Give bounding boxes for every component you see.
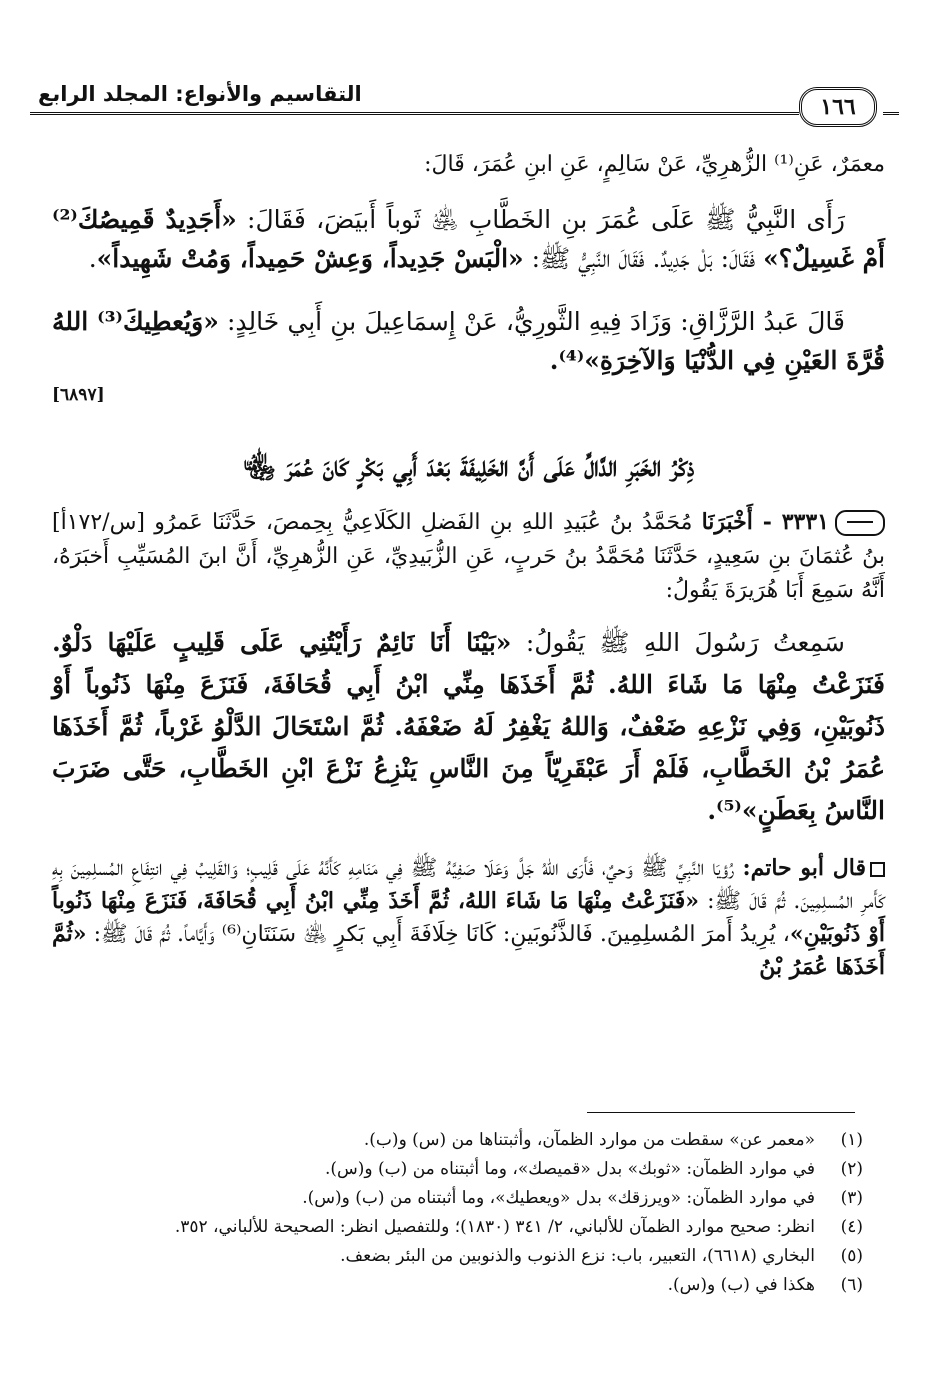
hadith-matn-quote: «بَيْنَا أَنَا نَائِمٌ رَأَيْتُنِي عَلَى قَلِيبٍ عَلَيْهَا دَلْوٌ. فَنَزَعْتُ مِنْهَا مَا شَاءَ اللهُ. ثُمَّ أَخَذَهَا مِنِّي ابْنُ أَبِي قُحَافَةَ، فَنَزَعَ مِنْهَا ذَنُوباً أَوْ ذَنُوبَيْنِ، وَفِي نَزْعِهِ ضَعْفٌ، وَاللهُ يَغْفِرُ لَهُ ضَعْفَهُ. ثُمَّ اسْتَحَالَ الدَّلْوُ غَرْباً، ثُمَّ أَخَذَهَا عُمَرُ بْنُ الخَطَّابِ، فَلَمْ أَرَ عَبْقَرِيّاً مِنَ النَّاسِ يَنْزِعُ نَزْعَ ابْنِ الخَطَّابِ، حَتَّى ضَرَبَ النَّاسُ بِعَطَنٍ»⁽⁵⁾. [52, 628, 885, 825]
paragraph-1 [52, 200, 885, 278]
footnote [60, 1271, 863, 1300]
footnote-number: (٣) [840, 1188, 863, 1208]
footnote [60, 1126, 863, 1155]
footnote [60, 1213, 863, 1242]
running-title: التقاسيم والأنواع: المجلد الرابع [38, 82, 362, 106]
note-quote-2: «ثُمَّ أَخَذَهَا عُمَرُ بْنُ [52, 921, 885, 980]
page-header [30, 62, 899, 122]
hadith-matn [52, 622, 885, 832]
note-text-2: ، يُرِيدُ أَمرَ المُسلِمِينَ. فَالذَّنُوبَينِ: كَانَا خِلَافَةَ أَبِي بَكرٍ ﵁ سَنَتَانِ⁽⁶⁾ وَأَيَّاماً. ثُمَّ قَالَ ﷺ: [86, 922, 790, 947]
footnote [60, 1184, 863, 1213]
footnote-number: (٦) [840, 1275, 863, 1295]
paragraph-1-end: . [88, 244, 97, 273]
paragraph-2-text: قَالَ عَبدُ الرَّزَّاقِ: وَزَادَ فِيهِ الثَّورِيُّ، عَنْ إِسمَاعِيلَ بنِ أَبِي خَالِدٍ: [218, 307, 845, 336]
page-number: ١٦٦ [799, 87, 877, 127]
note-quote-1: «فَنَزَعْتُ مِنْهَا مَا شَاءَ اللهُ، ثُمَّ أَخَذَ مِنِّي ابْنُ أَبِي قُحَافَةَ، فَنَزَعَ مِنْهَا ذَنُوباً أَوْ ذَنُوبَيْنِ» [52, 888, 885, 947]
square-bullet-icon [870, 862, 885, 877]
chain-intro: معمَرٌ، عَنِ⁽¹⁾ الزُّهرِيِّ، عَنْ سَالِمٍ، عَنِ ابنِ عُمَرَ، قَالَ: [424, 152, 885, 177]
abu-hatim-note [52, 852, 885, 984]
reference-number: [٦٨٩٧] [52, 385, 105, 405]
note-text: رُؤيَا النَّبِيِّ ﷺ وَحيٌ، فَأَرَى اللهُ جَلَّ وَعَلَا صَفِيَّهُ ﷺ فِي مَنَامِهِ كَأَنَّهُ عَلَى قَلِيبٍ؛ وَالقَلِيبُ فِي انتِفَاعِ المُسلِمِينَ بِهِ كَأَمرِ المُسلِمِينَ. ثُمَّ قَالَ ﷺ: [52, 856, 885, 914]
hadith-isnad [52, 505, 885, 608]
footnotes [60, 1126, 863, 1300]
paragraph-1-quote-2: «الْبَسْ جَدِيداً، وَعِشْ حَمِيداً، وَمُتْ شَهِيداً» [96, 244, 524, 273]
footnote-text: في موارد الظمآن: «ويرزقك» بدل «ويعطيك»، وما أثبتناه من (ب) و(س). [302, 1188, 815, 1208]
paragraph-1-quote-1: «أَجَدِيدٌ قَمِيصُكَ⁽²⁾ أَمْ غَسِيلٌ؟» [52, 205, 885, 273]
footnote-separator [587, 1112, 855, 1113]
footnote-text: هكذا في (ب) و(س). [667, 1275, 815, 1295]
header-rule [30, 112, 799, 118]
hadith-isnad-text: مُحَمَّدُ بنُ عُبَيدِ اللهِ بنِ الفَضلِ الكَلَاعِيُّ بِحِمصَ، حَدَّثَنَا عَمرُو [س/١٧٢أ] بنُ عُثمَانَ بنِ سَعِيدٍ، حَدَّثَنَا مُحَمَّدُ بنُ حَربٍ، عَنِ الزُّبَيدِيِّ، عَنِ الزُّهرِيِّ، أَنَّ ابنَ المُسَيِّبِ أَخبَرَهُ، أَنَّهُ سَمِعَ أَبَا هُرَيرَةَ يَقُولُ: [52, 510, 885, 603]
section-title: ذِكْرُ الخَبَرِ الدَّالِّ عَلَى أَنَّ الخَلِيفَةَ بَعْدَ أَبِي بَكْرٍ كَانَ عُمَرَ ﵄ [242, 450, 695, 483]
footnote-number: (٤) [840, 1217, 863, 1237]
footnote-text: في موارد الظمآن: «ثوبك» بدل «قميصك»، وما أثبتناه من (ب) و(س). [325, 1159, 815, 1179]
hadith-number: ٣٣٣١ - أَخْبَرَنَا [701, 509, 829, 535]
footnote-number: (٢) [840, 1159, 863, 1179]
paragraph-1-text-2: فَقَالَ: بَلْ جَدِيدٌ. فَقَالَ النَّبِيُّ ﷺ: [523, 244, 764, 273]
hadith-ornament-icon [835, 510, 885, 536]
paragraph-2 [52, 302, 885, 415]
paragraph-2-quote: «وَيُعطِيكَ⁽³⁾ اللهُ قُرَّةَ العَيْنِ فِي الدُّنْيَا وَالآخِرَةِ»⁽⁴⁾. [52, 307, 885, 375]
footnote-text: انظر: صحيح موارد الظمآن للألباني، ٢/ ٣٤١ (١٨٣٠)؛ وللتفصيل انظر: الصحيحة للألباني، ٣٥٢. [174, 1217, 815, 1237]
note-label: قال أبو حاتم: [742, 855, 866, 881]
footnote-number: (٥) [840, 1246, 863, 1266]
footnote-text: «معمر عن» سقطت من موارد الظمآن، وأثبتناها من (س) و(ب). [363, 1130, 815, 1150]
paragraph-1-text: رَأَى النَّبِيُّ ﷺ عَلَى عُمَرَ بنِ الخَطَّابِ ﵁ ثَوباً أَبيَضَ، فَقَالَ: [236, 205, 845, 234]
footnote-number: (١) [840, 1130, 863, 1150]
header-rule-right [883, 112, 899, 118]
footnote [60, 1155, 863, 1184]
hadith-matn-intro: سَمِعتُ رَسُولَ اللهِ ﷺ يَقُولُ: [511, 628, 845, 657]
footnote-text: البخاري (٦٦١٨)، التعبير، باب: نزع الذنوب والذنوبين من البئر بضعف. [340, 1246, 815, 1266]
main-text [52, 150, 885, 984]
footnote [60, 1242, 863, 1271]
